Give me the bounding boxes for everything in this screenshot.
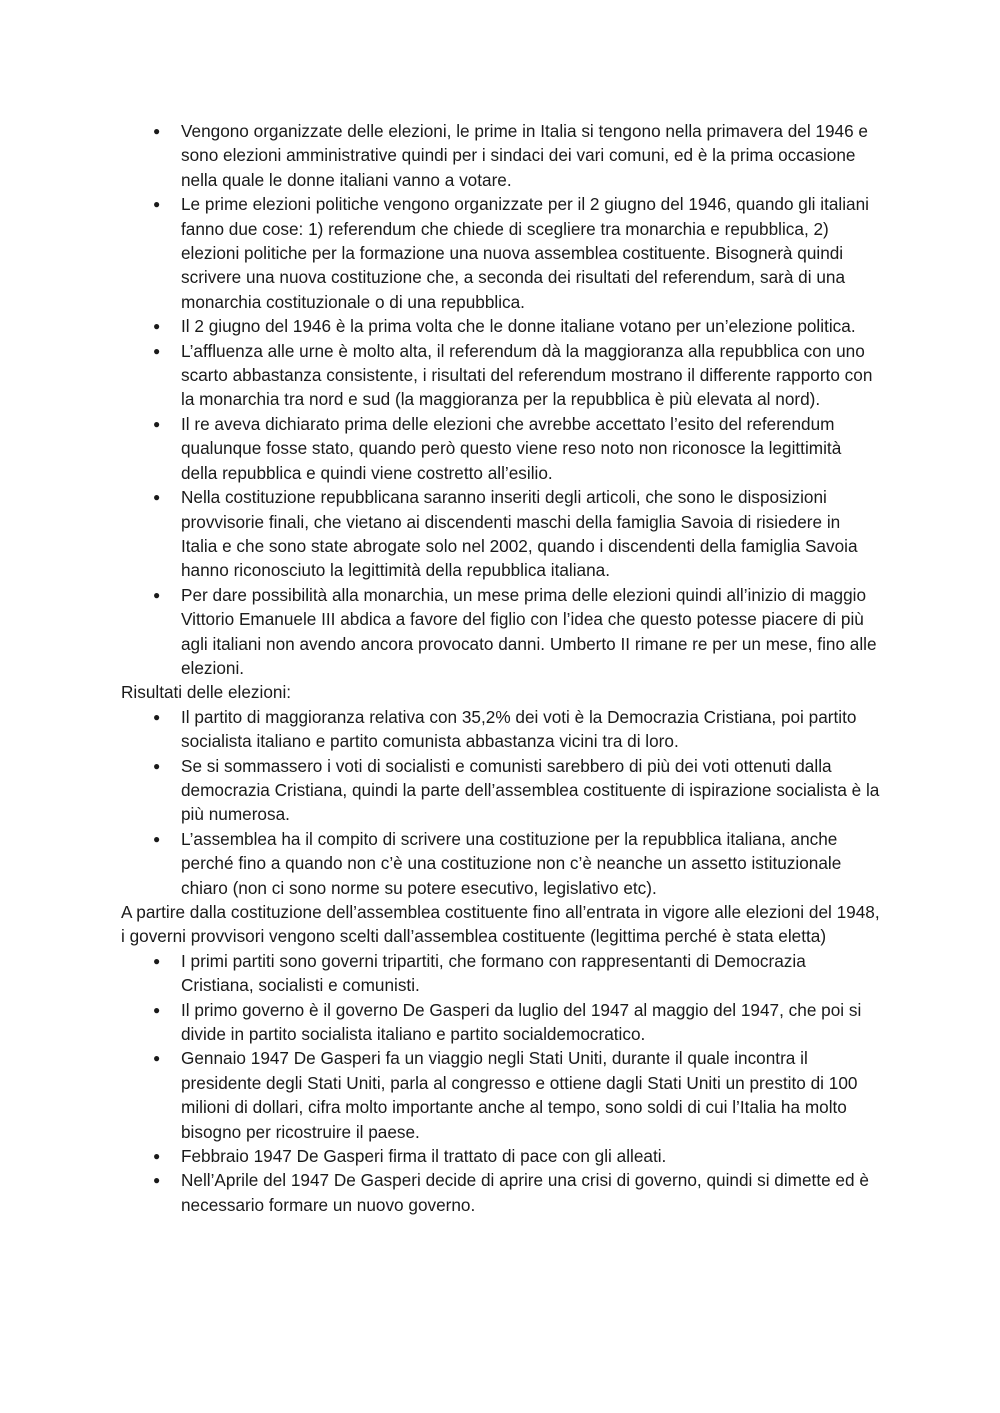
list-item [121,485,881,583]
list-item-text: Per dare possibilità alla monarchia, un mese prima delle elezioni quindi all’inizio di maggio Vittorio Emanuele III abdica a favore del figlio con l’idea che questo potesse piacere di più agli italiani non avendo ancora provocato danni. Umberto II rimane re per un mese, fino alle elezioni. [181,584,877,678]
bullet-icon: ● [153,953,161,968]
bullet-list-governi [121,949,881,1217]
list-item-text: L’assemblea ha il compito di scrivere una costituzione per la repubblica italiana, anche perché fino a quando non c’è una costituzione non c’è neanche un assetto istituzionale chiaro (non ci sono norme su potere esecutivo, legislativo etc). [181,828,842,898]
list-item [121,339,881,412]
section-heading-risultati: Risultati delle elezioni: [121,682,292,703]
list-item-text: Il partito di maggioranza relativa con 35,2% dei voti è la Democrazia Cristiana, poi partito socialista italiano e partito comunista abbastanza vicini tra di loro. [181,706,857,752]
bullet-icon: ● [153,1002,161,1017]
list-item [121,1144,881,1168]
list-item [121,949,881,998]
bullet-icon: ● [153,490,161,505]
list-item [121,998,881,1047]
list-item-text: Se si sommassero i voti di socialisti e comunisti sarebbero di più dei voti ottenuti dalla democrazia Cristiana, quindi la parte dell’assemblea costituente di ispirazione socialista è la più numerosa. [181,755,880,825]
bullet-icon: ● [153,831,161,846]
bullet-icon: ● [153,587,161,602]
bullet-icon: ● [153,319,161,334]
list-item [121,314,881,338]
list-item-text: Gennaio 1947 De Gasperi fa un viaggio negli Stati Uniti, durante il quale incontra il presidente degli Stati Uniti, parla al congresso e ottiene dagli Stati Uniti un prestito di 100 milioni di dollari, cifra molto importante anche al tempo, sono soldi di cui l’Italia ha molto bisogno per ricostruire il paese. [181,1048,858,1142]
bullet-icon: ● [153,416,161,431]
bullet-icon: ● [153,1173,161,1188]
list-item [121,754,881,827]
list-item [121,827,881,900]
list-item [121,705,881,754]
bullet-icon: ● [153,343,161,358]
list-item [121,1046,881,1144]
list-item [121,412,881,485]
list-item [121,119,881,192]
list-item-text: Il primo governo è il governo De Gasperi da luglio del 1947 al maggio del 1947, che poi si divide in partito socialista italiano e partito socialdemocratico. [181,999,862,1045]
list-item [121,583,881,681]
list-item-text: Le prime elezioni politiche vengono organizzate per il 2 giugno del 1946, quando gli italiani fanno due cose: 1) referendum che chiede di scegliere tra monarchia e repubblica, 2) elezioni politiche per la formazione una nuova assemblea costituente. Bisognerà quindi scrivere una nuova costituzione che, a seconda dei risultati del referendum, sarà di una monarchia costituzionale o di una repubblica. [181,194,869,312]
paragraph-governi-provvisori: A partire dalla costituzione dell’assemblea costituente fino all’entrata in vigore alle elezioni del 1948, i governi provvisori vengono scelti dall’assemblea costituente (legittima perché è stata eletta) [121,902,880,947]
document-page [121,119,881,1217]
bullet-icon: ● [153,1051,161,1066]
bullet-list-elezioni-1946 [121,119,881,680]
list-item-text: Nella costituzione repubblicana saranno inseriti degli articoli, che sono le disposizioni provvisorie finali, che vietano ai discendenti maschi della famiglia Savoia di risiedere in Italia e che sono state abrogate solo nel 2002, quando i discendenti della famiglia Savoia hanno riconosciuto la legittimità della repubblica italiana. [181,487,858,581]
list-item-text: Il 2 giugno del 1946 è la prima volta che le donne italiane votano per un’elezione politica. [181,316,856,337]
bullet-icon: ● [153,197,161,212]
list-item-text: I primi partiti sono governi tripartiti, che formano con rappresentanti di Democrazia Cristiana, socialisti e comunisti. [181,950,806,996]
bullet-icon: ● [153,1149,161,1164]
list-item-text: Nell’Aprile del 1947 De Gasperi decide di aprire una crisi di governo, quindi si dimette ed è necessario formare un nuovo governo. [181,1170,869,1215]
list-item-text: Vengono organizzate delle elezioni, le prime in Italia si tengono nella primavera del 1946 e sono elezioni amministrative quindi per i sindaci dei vari comuni, ed è la prima occasione nella quale le donne italiani vanno a votare. [181,121,868,190]
list-item-text: L’affluenza alle urne è molto alta, il referendum dà la maggioranza alla repubblica con uno scarto abbastanza consistente, i risultati del referendum mostrano il differente rapporto con la monarchia tra nord e sud (la maggioranza per la repubblica è più elevata al nord). [181,340,873,410]
list-item [121,192,881,314]
list-item-text: Il re aveva dichiarato prima delle elezioni che avrebbe accettato l’esito del referendum qualunque fosse stato, quando però questo viene reso noto non riconosce la legittimità della repubblica e quindi viene costretto all’esilio. [181,413,842,483]
list-item-text: Febbraio 1947 De Gasperi firma il trattato di pace con gli alleati. [181,1146,667,1167]
bullet-icon: ● [153,758,161,773]
bullet-icon: ● [153,709,161,724]
list-item [121,1168,881,1217]
bullet-icon: ● [153,124,161,138]
bullet-list-risultati [121,705,881,900]
